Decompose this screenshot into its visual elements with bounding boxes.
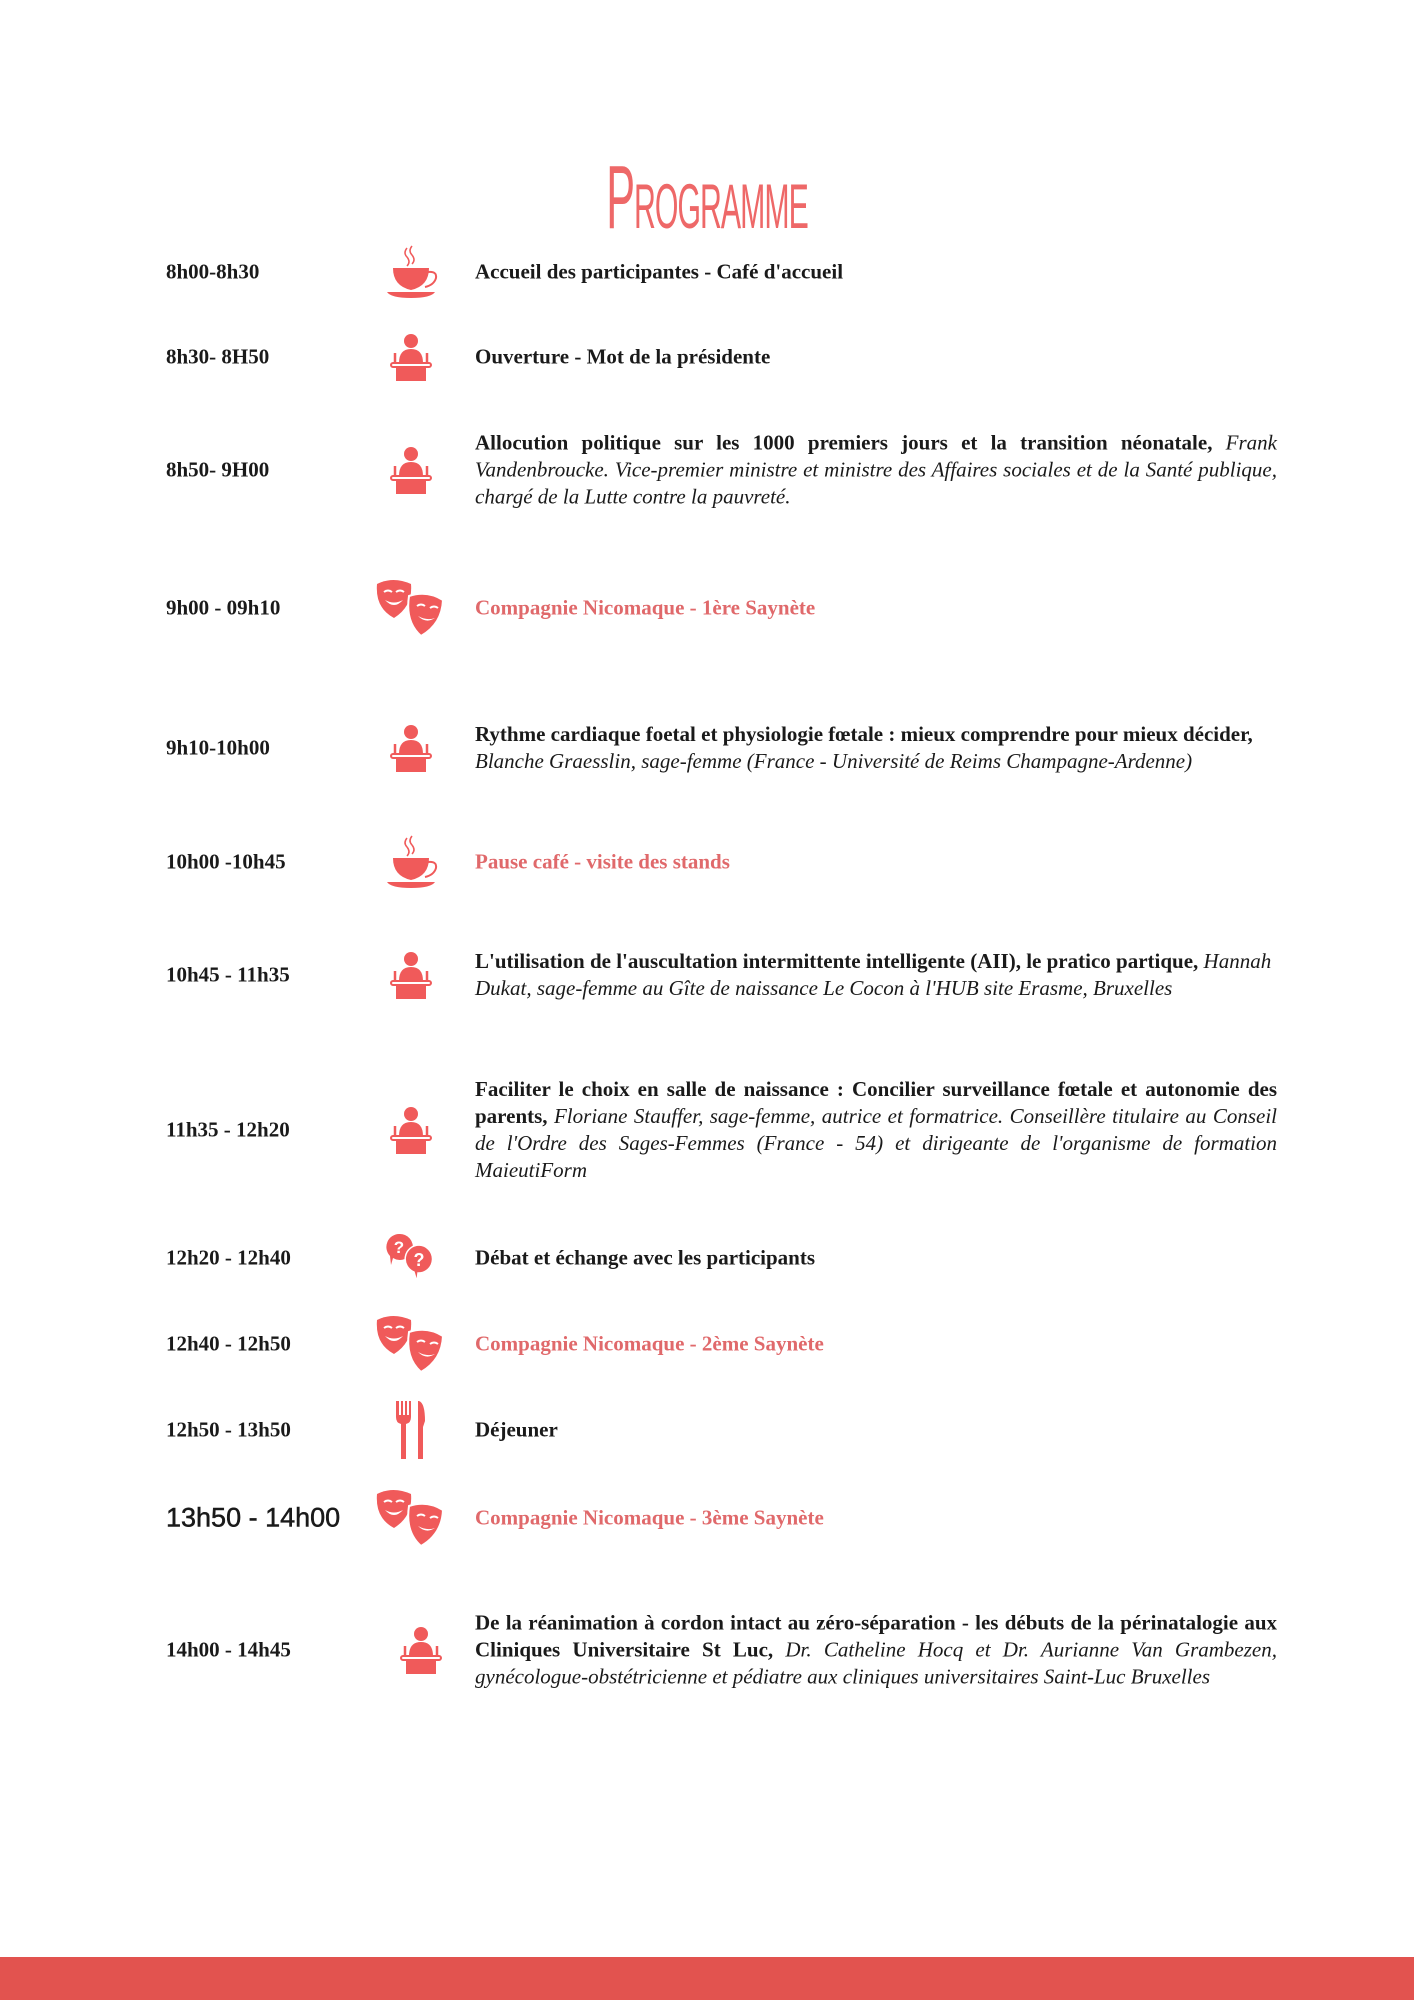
session-title: Faciliter le choix en salle de naissance : Concilier surveillance fœtale et autonomie des parents,: [475, 1077, 1277, 1128]
session-title: Débat et échange avec les participants: [475, 1245, 816, 1270]
session-title: L'utilisation de l'auscultation intermittente intelligente (AII), le pratico partique,: [475, 949, 1199, 973]
speaker-podium-icon: [370, 435, 452, 505]
speaker-podium-icon: [370, 713, 452, 783]
session-title: Ouverture - Mot de la présidente: [475, 344, 771, 369]
time-slot: 8h00-8h30: [166, 259, 260, 284]
session-title: Compagnie Nicomaque - 3ème Saynète: [475, 1505, 824, 1530]
coffee-cup-icon: [370, 827, 452, 897]
session-description: [475, 259, 1277, 286]
footer-bar: [0, 1957, 1414, 2000]
time-slot: 8h30- 8H50: [166, 344, 270, 369]
session-description: [475, 1417, 1277, 1444]
session-description: [475, 595, 1277, 622]
session-description: [475, 1076, 1277, 1184]
coffee-cup-icon: [370, 237, 452, 307]
theater-masks-icon: [370, 1483, 452, 1553]
session-title: Compagnie Nicomaque - 2ème Saynète: [475, 1331, 824, 1356]
session-title: Compagnie Nicomaque - 1ère Saynète: [475, 595, 816, 620]
fork-knife-icon: [370, 1395, 452, 1465]
session-title: De la réanimation à cordon intact au zéro-séparation - les débuts de la périnatalogie aux Cliniques Universitaire St Luc,: [475, 1610, 1277, 1662]
time-slot: 9h10-10h00: [166, 735, 270, 760]
session-speaker: Blanche Graesslin, sage-femme (France - Université de Reims Champagne-Ardenne): [475, 749, 1193, 773]
session-title: Rythme cardiaque foetal et physiologie fœtale : mieux comprendre pour mieux décider,: [475, 722, 1253, 746]
session-title: Allocution politique sur les 1000 premiers jours et la transition néonatale,: [475, 430, 1213, 455]
time-slot: 12h50 - 13h50: [166, 1417, 291, 1442]
session-speaker: Hannah Dukat, sage-femme au Gîte de naissance Le Cocon à l'HUB site Erasme, Bruxelles: [475, 949, 1272, 1000]
time-slot: 9h00 - 09h10: [166, 595, 281, 620]
session-speaker: Frank Vandenbroucke. Vice-premier ministre et ministre des Affaires sociales et de la Santé publique, chargé de la Lutte contre la pauvreté.: [475, 430, 1277, 509]
time-slot: 12h40 - 12h50: [166, 1331, 291, 1356]
session-description: [475, 430, 1277, 511]
theater-masks-icon: [370, 573, 452, 643]
time-slot: 10h00 -10h45: [166, 849, 286, 874]
session-description: [475, 344, 1277, 371]
session-speaker: Dr. Catheline Hocq et Dr. Aurianne Van Grambezen, gynécologue-obstétricienne et pédiatre aux cliniques universitaires Saint-Luc Bruxelles: [475, 1637, 1277, 1689]
session-description: [475, 948, 1277, 1002]
session-description: [475, 1331, 1277, 1358]
session-speaker: Floriane Stauffer, sage-femme, autrice et formatrice. Conseillère titulaire au Conseil de l'Ordre des Sages-Femmes (France - 54) et dirigeante de l'organisme de formation MaieutiForm: [475, 1104, 1277, 1182]
theater-masks-icon: [370, 1309, 452, 1379]
speaker-podium-icon: [370, 322, 452, 392]
page-title: Programme: [606, 148, 808, 249]
session-description: [475, 849, 1277, 876]
time-slot: 11h35 - 12h20: [166, 1117, 290, 1142]
time-slot: 14h00 - 14h45: [166, 1637, 291, 1662]
time-slot: 8h50- 9H00: [166, 457, 270, 482]
speaker-podium-icon: [370, 1095, 452, 1165]
svg-text:?: ?: [413, 1250, 425, 1270]
speaker-podium-icon: [380, 1615, 462, 1685]
session-title: Déjeuner: [475, 1417, 558, 1442]
svg-text:?: ?: [393, 1238, 405, 1257]
session-description: [475, 721, 1277, 775]
time-slot: 12h20 - 12h40: [166, 1245, 291, 1270]
question-bubbles-icon: [370, 1223, 452, 1293]
session-description: [475, 1505, 1277, 1532]
time-slot: 10h45 - 11h35: [166, 962, 290, 987]
session-title: Pause café - visite des stands: [475, 849, 730, 874]
session-description: [475, 1245, 1277, 1272]
session-title: Accueil des participantes - Café d'accueil: [475, 259, 844, 284]
time-slot: 13h50 - 14h00: [166, 1502, 341, 1533]
speaker-podium-icon: [370, 940, 452, 1010]
session-description: [475, 1610, 1277, 1691]
